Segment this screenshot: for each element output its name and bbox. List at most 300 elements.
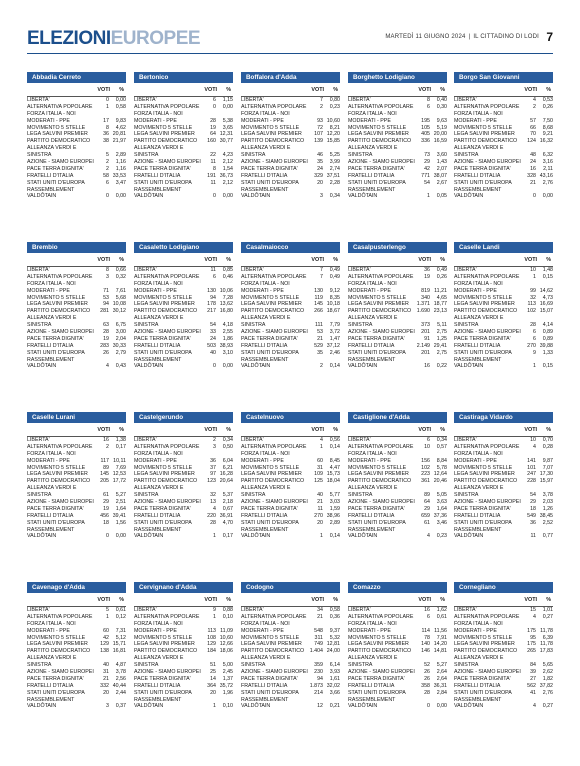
party-percent: 0,32 (115, 273, 126, 280)
party-name: ALTERNATIVA POPOLARE (348, 613, 414, 620)
party-name: FRATELLI D'ITALIA (134, 172, 181, 179)
party-row (241, 614, 340, 621)
party-votes: 771 (421, 172, 430, 179)
votes-header: VOTI (97, 257, 110, 263)
party-votes: 11 (530, 533, 536, 540)
party-percent: 3,63 (436, 499, 447, 506)
party-percent: 1,38 (115, 437, 126, 443)
party-row (134, 655, 233, 662)
party-votes: 819 (421, 287, 430, 294)
column-headers (348, 256, 447, 265)
party-name: SINISTRA (241, 662, 266, 669)
party-percent: 0,49 (329, 267, 340, 273)
party-row (134, 288, 233, 295)
party-votes: 70 (530, 131, 536, 138)
party-percent: 0,77 (542, 533, 553, 540)
column-headers (454, 256, 553, 265)
party-name: FORZA ITALIA - NOI (134, 450, 183, 457)
party-name: MOVIMENTO 5 STELLE (241, 634, 300, 641)
party-row (134, 180, 233, 187)
party-name: MOVIMENTO 5 STELLE (27, 464, 86, 471)
party-name: SINISTRA (454, 492, 479, 499)
party-name: LIBERTA' (454, 437, 477, 443)
party-row (27, 118, 126, 125)
party-percent: 0,58 (329, 607, 340, 613)
party-votes: 61 (103, 492, 109, 499)
party-votes: 108 (207, 634, 216, 641)
party-votes: 102 (421, 464, 430, 471)
party-name: PACE TERRA DIGNITA' (241, 675, 298, 682)
party-percent: 1,47 (329, 335, 340, 342)
party-row (27, 97, 126, 104)
party-votes: 11 (317, 505, 323, 512)
column-headers (27, 426, 126, 435)
party-row (27, 336, 126, 343)
party-percent: 2,56 (115, 675, 126, 682)
party-votes: 2 (106, 443, 109, 450)
party-row (27, 295, 126, 302)
column-headers (27, 86, 126, 95)
party-row (454, 641, 553, 648)
party-row (454, 499, 553, 506)
party-name: LEGA SALVINI PREMIER (241, 131, 302, 138)
party-row (27, 288, 126, 295)
party-row (241, 267, 340, 274)
party-row (454, 308, 553, 315)
party-row (134, 607, 233, 614)
party-votes: 201 (421, 329, 430, 336)
party-percent: 0,61 (436, 613, 447, 620)
party-percent: 11,78 (540, 627, 553, 634)
party-row (348, 669, 447, 676)
party-row (27, 104, 126, 111)
party-votes: 0 (427, 703, 430, 710)
party-row (134, 118, 233, 125)
party-row (454, 322, 553, 329)
municipality-name: Castelgerundo (134, 412, 233, 423)
party-name: LEGA SALVINI PREMIER (27, 301, 88, 308)
party-row (454, 648, 553, 655)
party-votes: 11 (210, 179, 216, 186)
party-votes: 19 (210, 124, 216, 131)
party-row (454, 628, 553, 635)
party-votes: 1.873 (309, 682, 323, 689)
party-row (134, 97, 233, 104)
percent-header: % (226, 427, 231, 433)
party-votes: 5 (106, 607, 109, 613)
party-name: MOVIMENTO 5 STELLE (134, 124, 193, 131)
party-votes: 6 (533, 329, 536, 336)
party-percent: 14,81 (433, 648, 447, 655)
party-name: FORZA ITALIA - NOI (241, 110, 290, 117)
party-percent: 0,28 (542, 443, 553, 450)
party-name: LEGA SALVINI PREMIER (454, 301, 515, 308)
party-name: RASSEMBLEMENT (27, 186, 75, 193)
column-headers (134, 596, 233, 605)
party-votes: 40 (210, 349, 216, 356)
party-votes: 10 (530, 437, 536, 443)
party-row (134, 350, 233, 357)
party-votes: 40 (103, 662, 109, 669)
party-percent: 10,60 (326, 117, 340, 124)
party-percent: 5,77 (329, 492, 340, 499)
party-votes: 214 (314, 689, 323, 696)
party-name: VALDÔTAIN (241, 193, 271, 200)
party-row (348, 437, 447, 444)
party-row (241, 648, 340, 655)
party-name: FORZA ITALIA - NOI (454, 620, 503, 627)
party-votes: 124 (527, 138, 536, 145)
party-votes: 18 (530, 505, 536, 512)
party-row (454, 492, 553, 499)
party-name: SINISTRA (134, 322, 159, 329)
party-name: PACE TERRA DIGNITA' (348, 335, 405, 342)
party-percent: 7,50 (542, 117, 553, 124)
column-headers (134, 86, 233, 95)
party-name: VALDÔTAIN (454, 193, 484, 200)
party-name: LEGA SALVINI PREMIER (241, 471, 302, 478)
party-row (348, 308, 447, 315)
municipality-block (241, 72, 340, 200)
party-percent: 0,43 (115, 363, 126, 370)
party-name: RASSEMBLEMENT (241, 356, 289, 363)
party-name: FORZA ITALIA - NOI (454, 450, 503, 457)
party-row (454, 145, 553, 152)
party-name: LIBERTA' (241, 437, 264, 443)
percent-header: % (119, 427, 124, 433)
party-row (348, 104, 447, 111)
party-percent: 2,62 (542, 669, 553, 676)
party-row (241, 676, 340, 683)
party-votes: 0 (213, 193, 216, 200)
party-row (134, 301, 233, 308)
party-row (454, 485, 553, 492)
party-row (348, 343, 447, 350)
party-row (348, 152, 447, 159)
party-votes: 358 (421, 682, 430, 689)
party-name: RASSEMBLEMENT (241, 186, 289, 193)
party-percent: 0,30 (436, 103, 447, 110)
party-percent: 7,91 (436, 634, 447, 641)
party-row (134, 322, 233, 329)
party-row (348, 288, 447, 295)
party-name: ALTERNATIVA POPOLARE (134, 613, 200, 620)
party-votes: 26 (103, 349, 109, 356)
party-votes: 21 (317, 335, 323, 342)
party-row (454, 614, 553, 621)
party-row (27, 111, 126, 118)
party-percent: 2,74 (329, 165, 340, 172)
party-votes: 21 (317, 613, 323, 620)
party-name: ALLEANZA VERDI E (241, 485, 291, 492)
party-row (454, 159, 553, 166)
party-percent: 12,31 (219, 131, 233, 138)
party-name: AZIONE - SIAMO EUROPEI (134, 499, 201, 506)
party-row (241, 180, 340, 187)
party-name: VALDÔTAIN (27, 363, 57, 370)
party-votes: 405 (421, 131, 430, 138)
party-percent: 1,62 (436, 607, 447, 613)
party-name: MOVIMENTO 5 STELLE (348, 634, 407, 641)
votes-header: VOTI (418, 87, 431, 93)
party-row (241, 336, 340, 343)
party-percent: 29,41 (433, 342, 447, 349)
party-votes: 529 (314, 342, 323, 349)
party-votes: 28 (210, 519, 216, 526)
title-part2: EUROPEE (110, 28, 201, 49)
party-name: AZIONE - SIAMO EUROPEI (241, 159, 308, 166)
party-row (348, 614, 447, 621)
party-votes: 6 (213, 273, 216, 280)
party-votes: 101 (527, 464, 536, 471)
party-row (241, 492, 340, 499)
section-title (27, 28, 200, 50)
party-row (241, 655, 340, 662)
party-row (241, 308, 340, 315)
party-percent: 1,59 (329, 505, 340, 512)
party-votes: 36 (530, 519, 536, 526)
party-name: PACE TERRA DIGNITA' (27, 675, 84, 682)
party-row (134, 267, 233, 274)
municipality-block (348, 242, 447, 370)
party-percent: 1,26 (542, 505, 553, 512)
party-row (27, 641, 126, 648)
party-row (348, 628, 447, 635)
party-name: ALTERNATIVA POPOLARE (134, 443, 200, 450)
party-name: LIBERTA' (134, 267, 157, 273)
party-row (134, 520, 233, 527)
party-name: MOVIMENTO 5 STELLE (241, 124, 300, 131)
party-name: RASSEMBLEMENT (454, 696, 502, 703)
party-name: FORZA ITALIA - NOI (134, 280, 183, 287)
party-row (134, 437, 233, 444)
party-votes: 117 (100, 457, 109, 464)
party-percent: 0,10 (222, 613, 233, 620)
party-name: MODERATI - PPE (27, 117, 70, 124)
party-name: RASSEMBLEMENT (454, 526, 502, 533)
column-headers (241, 596, 340, 605)
party-name: ALTERNATIVA POPOLARE (241, 443, 307, 450)
party-votes: 138 (100, 648, 109, 655)
party-name: AZIONE - SIAMO EUROPEI (27, 329, 94, 336)
party-percent: 30,77 (219, 138, 233, 145)
party-name: MODERATI - PPE (454, 287, 497, 294)
party-votes: 73 (424, 152, 430, 159)
party-votes: 1 (533, 273, 536, 280)
party-row (27, 301, 126, 308)
party-row (241, 350, 340, 357)
municipality-block (27, 72, 126, 200)
municipality-name: Cervignano d'Adda (134, 582, 233, 593)
party-name: PARTITO DEMOCRATICO (348, 478, 412, 485)
party-row (27, 648, 126, 655)
municipality-name: Caselle Lurani (27, 412, 126, 423)
party-name: ALLEANZA VERDI E (348, 485, 398, 492)
party-name: LIBERTA' (454, 267, 477, 273)
party-percent: 30,12 (112, 308, 126, 315)
party-percent: 1,56 (115, 519, 126, 526)
votes-header: VOTI (97, 427, 110, 433)
party-votes: 28 (424, 689, 430, 696)
party-percent: 0,27 (542, 703, 553, 710)
party-votes: 145 (314, 301, 323, 308)
party-row (454, 295, 553, 302)
votes-header: VOTI (418, 427, 431, 433)
party-percent: 7,28 (222, 294, 233, 301)
party-votes: 91 (424, 335, 430, 342)
party-percent: 0,34 (222, 437, 233, 443)
municipality-name: Castiglione d'Adda (348, 412, 447, 423)
party-votes: 29 (530, 499, 536, 506)
party-votes: 21 (317, 499, 323, 506)
party-percent: 7,31 (115, 627, 126, 634)
party-row (134, 621, 233, 628)
party-votes: 105 (421, 124, 430, 131)
party-votes: 0 (533, 193, 536, 200)
municipality-block (454, 242, 553, 370)
party-name: ALTERNATIVA POPOLARE (241, 273, 307, 280)
party-row (134, 125, 233, 132)
party-name: ALLEANZA VERDI E (27, 485, 77, 492)
party-name: LIBERTA' (348, 267, 371, 273)
party-percent: 16,80 (219, 308, 233, 315)
party-name: ALLEANZA VERDI E (348, 145, 398, 152)
page-number: 7 (546, 30, 553, 44)
party-percent: 39,41 (112, 512, 126, 519)
party-name: FRATELLI D'ITALIA (348, 342, 395, 349)
party-row (134, 478, 233, 485)
party-percent: 9,87 (542, 457, 553, 464)
party-percent: 3,60 (436, 152, 447, 159)
party-row (27, 138, 126, 145)
party-name: SINISTRA (27, 492, 52, 499)
party-votes: 41 (530, 689, 536, 696)
party-name: ALTERNATIVA POPOLARE (27, 613, 93, 620)
party-name: RASSEMBLEMENT (348, 356, 396, 363)
party-name: MOVIMENTO 5 STELLE (241, 294, 300, 301)
party-name: MOVIMENTO 5 STELLE (241, 464, 300, 471)
municipality-block (134, 242, 233, 370)
party-row (241, 641, 340, 648)
party-row (27, 166, 126, 173)
percent-header: % (546, 87, 551, 93)
party-name: ALLEANZA VERDI E (454, 315, 504, 322)
party-votes: 93 (317, 117, 323, 124)
party-name: PARTITO DEMOCRATICO (134, 138, 198, 145)
party-name: ALTERNATIVA POPOLARE (27, 273, 93, 280)
party-votes: 3 (106, 703, 109, 710)
votes-header: VOTI (311, 427, 324, 433)
party-percent: 0,56 (329, 437, 340, 443)
party-votes: 130 (207, 287, 216, 294)
party-percent: 17,30 (539, 471, 553, 478)
party-percent: 0,00 (222, 193, 233, 200)
party-name: FRATELLI D'ITALIA (454, 682, 501, 689)
party-row (27, 669, 126, 676)
party-name: VALDÔTAIN (134, 703, 164, 710)
party-percent: 14,62 (539, 287, 553, 294)
party-name: PARTITO DEMOCRATICO (241, 478, 305, 485)
party-percent: 36,73 (219, 172, 233, 179)
party-row (454, 690, 553, 697)
party-percent: 2,79 (115, 349, 126, 356)
party-row (134, 683, 233, 690)
municipality-name: Codogno (241, 582, 340, 593)
party-row (27, 131, 126, 138)
party-name: LEGA SALVINI PREMIER (348, 301, 409, 308)
party-row (27, 690, 126, 697)
party-row (134, 690, 233, 697)
party-row (27, 193, 126, 200)
party-name: LEGA SALVINI PREMIER (27, 641, 88, 648)
party-votes: 24 (317, 165, 323, 172)
party-name: ALTERNATIVA POPOLARE (348, 443, 414, 450)
party-votes: 94 (317, 675, 323, 682)
municipality-block (348, 412, 447, 540)
party-name: ALLEANZA VERDI E (134, 655, 184, 662)
party-row (27, 655, 126, 662)
party-name: ALLEANZA VERDI E (454, 145, 504, 152)
party-percent: 2,28 (329, 179, 340, 186)
party-name: LIBERTA' (241, 267, 264, 273)
party-row (454, 173, 553, 180)
party-votes: 247 (527, 471, 536, 478)
party-row (348, 131, 447, 138)
party-row (27, 635, 126, 642)
party-name: RASSEMBLEMENT (454, 356, 502, 363)
party-votes: 4 (533, 443, 536, 450)
party-row (134, 451, 233, 458)
party-percent: 3,93 (329, 669, 340, 676)
percent-header: % (440, 257, 445, 263)
party-name: PARTITO DEMOCRATICO (134, 478, 198, 485)
party-votes: 16 (103, 437, 109, 443)
party-name: AZIONE - SIAMO EUROPEI (134, 329, 201, 336)
column-headers (241, 426, 340, 435)
party-percent: 2,51 (115, 499, 126, 506)
party-percent: 9,83 (115, 117, 126, 124)
party-percent: 3,99 (329, 159, 340, 166)
party-name: LIBERTA' (348, 607, 371, 613)
party-percent: 2,76 (542, 179, 553, 186)
party-votes: 16 (424, 607, 430, 613)
party-votes: 114 (421, 627, 430, 634)
party-name: VALDÔTAIN (134, 363, 164, 370)
party-percent: 5,27 (436, 662, 447, 669)
party-row (348, 159, 447, 166)
party-percent: 1,16 (115, 165, 126, 172)
party-row (241, 669, 340, 676)
party-row (241, 152, 340, 159)
party-votes: 60 (103, 627, 109, 634)
party-row (454, 513, 553, 520)
party-votes: 0 (106, 533, 109, 540)
party-name: SINISTRA (454, 322, 479, 329)
party-row (134, 513, 233, 520)
party-name: MODERATI - PPE (454, 117, 497, 124)
party-percent: 20,00 (433, 131, 447, 138)
party-votes: 39 (530, 669, 536, 676)
party-percent: 0,00 (222, 103, 233, 110)
party-row (27, 621, 126, 628)
party-percent: 0,50 (222, 443, 233, 450)
party-name: AZIONE - SIAMO EUROPEI (27, 159, 94, 166)
party-votes: 42 (424, 165, 430, 172)
party-name: MOVIMENTO 5 STELLE (454, 294, 513, 301)
party-percent: 12,20 (326, 131, 340, 138)
party-name: ALTERNATIVA POPOLARE (27, 443, 93, 450)
party-row (241, 173, 340, 180)
